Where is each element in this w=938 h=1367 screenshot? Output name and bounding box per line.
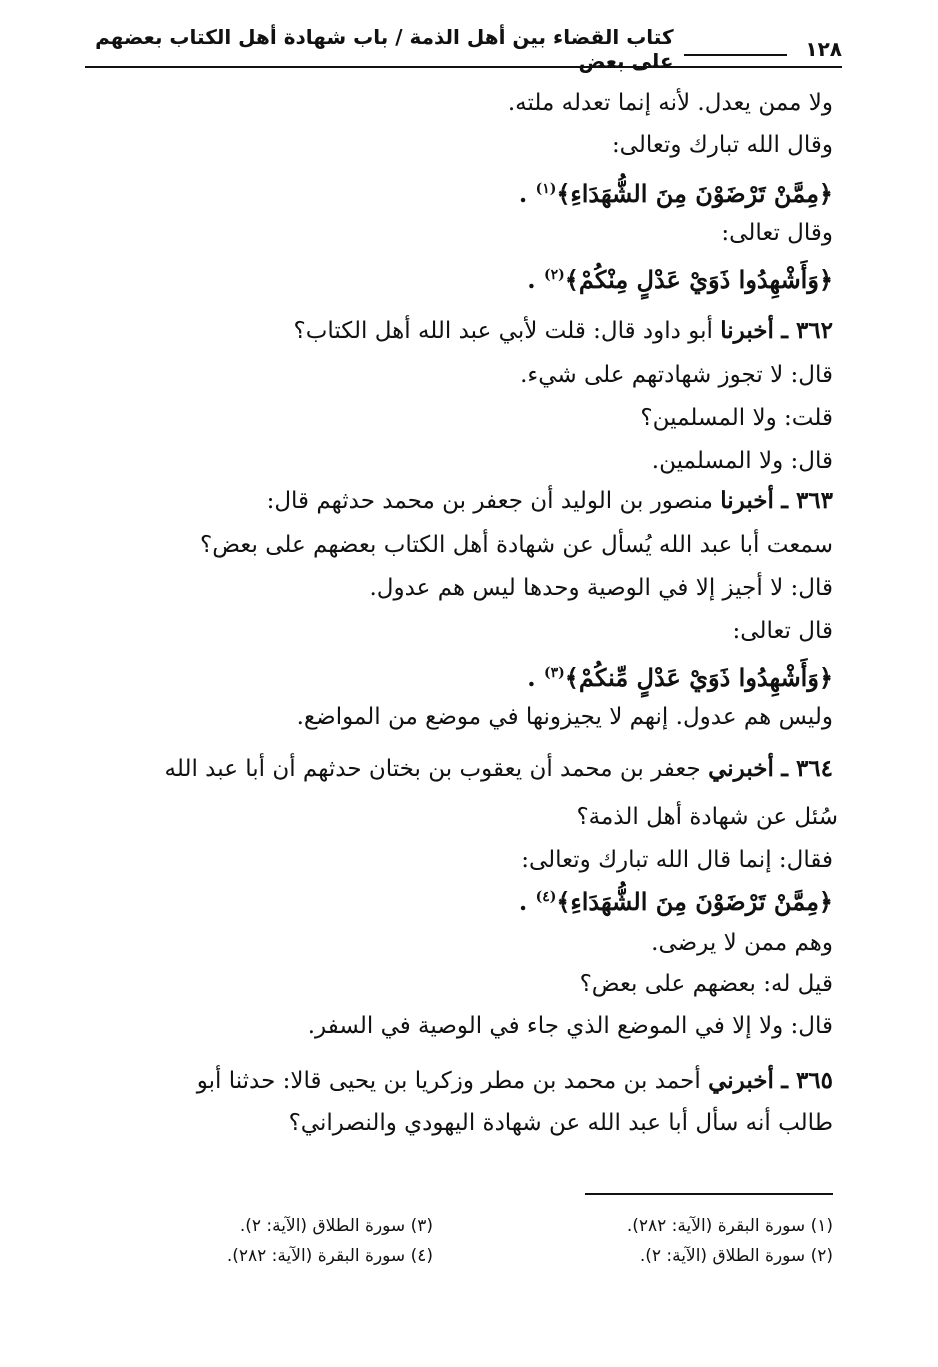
line-text: أبو داود قال: قلت لأبي عبد الله أهل الكتاب؟ (293, 318, 713, 344)
line-text: فقال: إنما قال الله تبارك وتعالى: (521, 847, 833, 873)
verse-text: ﴿وَأَشْهِدُوا ذَوَيْ عَدْلٍ مِنْكُمْ﴾ (564, 265, 833, 294)
hadith-number: ٣٦٤ ـ (781, 755, 833, 782)
line-text: منصور بن الوليد أن جعفر بن محمد حدثهم قال: (266, 488, 713, 514)
line-text: وقال تعالى: (721, 220, 833, 246)
quran-verse: ﴿وَأَشْهِدُوا ذَوَيْ عَدْلٍ مِّنكُمْ﴾$^{(٣)}$ . (527, 663, 833, 692)
line-text: وهم ممن لا يرضى. (651, 930, 833, 956)
text-line (652, 444, 833, 478)
line-text: قال تعالى: (732, 618, 833, 644)
hadith-keyword: أخبرنا (720, 317, 774, 344)
text-line (521, 843, 833, 877)
line-text: قال: لا أجيز إلا في الوصية وحدها ليس هم عدول. (369, 575, 833, 601)
hadith-362 (293, 314, 833, 348)
text-line (200, 528, 833, 562)
text-line (520, 358, 833, 392)
footnote-ref: (٣) (544, 665, 565, 681)
hadith-keyword: أخبرنا (720, 487, 774, 514)
text-line (576, 800, 838, 834)
footnote-1: (١) سورة البقرة (الآية: ٢٨٢). (626, 1216, 833, 1236)
text-line (612, 128, 833, 162)
page-number: ١٢٨ (805, 37, 842, 61)
quran-verse: ﴿مِمَّنْ تَرْضَوْنَ مِنَ الشُّهَدَاءِ﴾$^{(١)}$ . (518, 179, 833, 208)
footnote-3: (٣) سورة الطلاق (الآية: ٢). (239, 1216, 433, 1236)
hadith-363 (267, 484, 833, 518)
text-line (580, 967, 833, 1001)
line-text: وليس هم عدول. إنهم لا يجيزونها في موضع من المواضع. (296, 704, 833, 730)
text-line (508, 86, 833, 120)
hadith-number: ٣٦٢ ـ (781, 317, 833, 344)
line-text: سُئل عن شهادة أهل الذمة؟ (576, 804, 838, 830)
text-line (651, 926, 833, 960)
text-line (297, 700, 833, 734)
header-title: كتاب القضاء بين أهل الذمة / باب شهادة أهل الكتاب بعضهم على بعض (95, 25, 674, 73)
line-text: قلت: ولا المسلمين؟ (640, 405, 833, 431)
header-dash (684, 42, 788, 56)
line-text: قيل له: بعضهم على بعض؟ (579, 971, 833, 997)
footnote-2: (٢) سورة الطلاق (الآية: ٢). (639, 1246, 833, 1266)
text-line (308, 1009, 833, 1043)
verse-text: ﴿مِمَّنْ تَرْضَوْنَ مِنَ الشُّهَدَاءِ﴾ (556, 179, 833, 208)
hadith-keyword: أخبرني (708, 1067, 774, 1094)
line-text: جعفر بن محمد أن يعقوب بن بختان حدثهم أن أبا عبد الله (164, 756, 701, 782)
footnote-ref: (٢) (544, 267, 565, 283)
quran-verse: ﴿وَأَشْهِدُوا ذَوَيْ عَدْلٍ مِنْكُمْ﴾$^{(٢)}$ . (527, 265, 833, 294)
text-line (640, 401, 833, 435)
footnote-ref: (١) (535, 181, 557, 197)
footnote-separator (585, 1193, 833, 1195)
line-text: ولا ممن يعدل. لأنه إنما تعدله ملته. (507, 90, 833, 116)
hadith-keyword: أخبرني (708, 755, 774, 782)
text-line (721, 216, 833, 250)
verse-text: ﴿مِمَّنْ تَرْضَوْنَ مِنَ الشُّهَدَاءِ﴾ (556, 887, 833, 916)
hadith-number: ٣٦٣ ـ (781, 487, 833, 514)
line-text: طالب أنه سأل أبا عبد الله عن شهادة اليهودي والنصراني؟ (288, 1110, 833, 1136)
hadith-364 (165, 752, 833, 786)
footnote-ref: (٤) (535, 889, 557, 905)
hadith-number: ٣٦٥ ـ (781, 1067, 833, 1094)
hadith-365 (197, 1064, 833, 1098)
line-text: قال: لا تجوز شهادتهم على شيء. (520, 362, 833, 388)
line-text: سمعت أبا عبد الله يُسأل عن شهادة أهل الكتاب بعضهم على بعض؟ (200, 532, 833, 558)
line-text: قال: ولا إلا في الموضع الذي جاء في الوصية في السفر. (307, 1013, 833, 1039)
line-text: قال: ولا المسلمين. (651, 448, 833, 474)
text-line (289, 1106, 833, 1140)
text-line (733, 614, 833, 648)
text-line (369, 571, 833, 605)
line-text: أحمد بن محمد بن مطر وزكريا بن يحيى قالا: حدثنا أبو (196, 1068, 701, 1094)
running-header (85, 25, 842, 73)
verse-text: ﴿وَأَشْهِدُوا ذَوَيْ عَدْلٍ مِّنكُمْ﴾ (564, 663, 833, 692)
quran-verse: ﴿مِمَّنْ تَرْضَوْنَ مِنَ الشُّهَدَاءِ﴾$^{(٤)}$ . (518, 887, 833, 916)
footnote-4: (٤) سورة البقرة (الآية: ٢٨٢). (226, 1246, 433, 1266)
line-text: وقال الله تبارك وتعالى: (611, 132, 833, 158)
